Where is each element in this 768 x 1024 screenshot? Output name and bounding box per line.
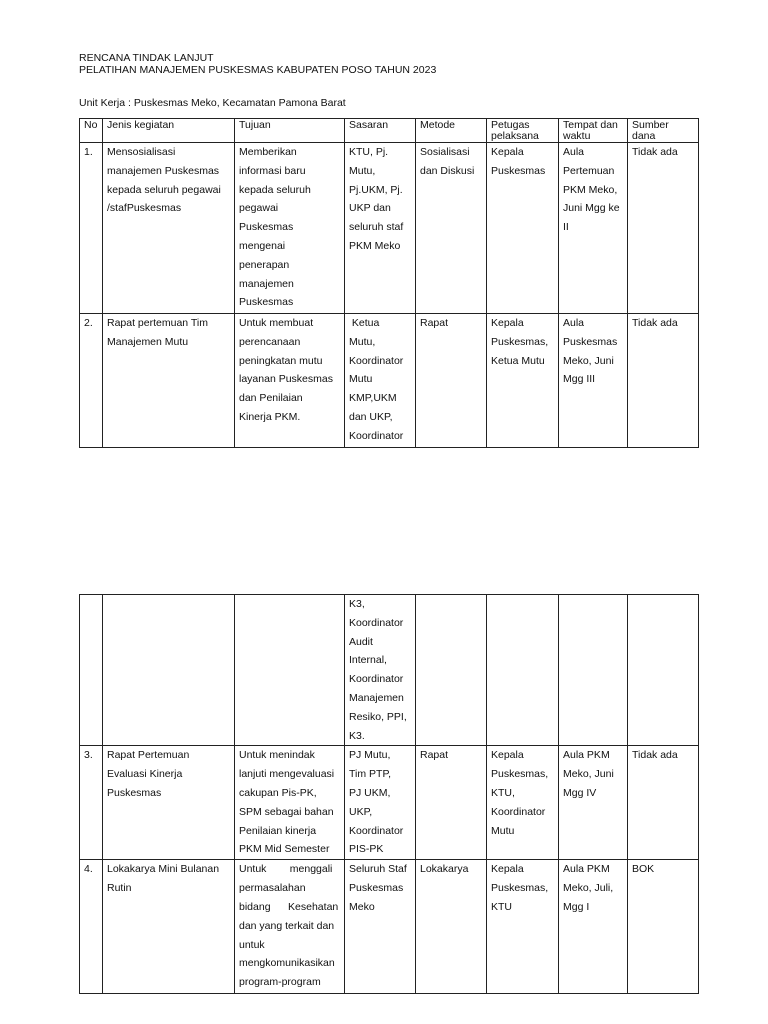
cell-text-line: Untuk membuat	[239, 317, 314, 329]
cell-text-line: KMP,UKM	[349, 392, 397, 405]
header-jenis-kegiatan: Jenis kegiatan	[103, 119, 235, 143]
cell-text-line: Tidak ada	[632, 749, 678, 762]
table-header-row	[80, 119, 699, 143]
cell-tujuan	[235, 860, 345, 994]
cell-text-line: Audit	[349, 635, 373, 648]
header-no: No	[80, 119, 103, 143]
cell-sumber-dana	[628, 595, 699, 746]
cell-text-line: PKM Meko,	[563, 183, 618, 196]
cell-tempat-waktu	[559, 746, 628, 860]
cell-text-line: Mutu,	[349, 335, 376, 348]
cell-text-line: Mgg III	[563, 373, 596, 386]
cell-text-line: manajemen	[239, 277, 294, 290]
cell-text-line: Lokakarya Mini Bulanan	[107, 863, 220, 876]
cell-text-line: UKP,	[349, 805, 373, 818]
cell-text-line: KTU,	[491, 786, 515, 799]
cell-petugas	[487, 860, 559, 994]
cell-text-line: Koordinator	[349, 354, 404, 367]
cell-text-line: Kepala	[491, 863, 524, 876]
cell-text-line: Koordinator	[349, 673, 404, 686]
cell-text-line: Puskesmas	[107, 786, 162, 799]
action-plan-table-page-2	[79, 594, 699, 994]
cell-text-line: PKM Meko	[349, 239, 401, 252]
cell-text-line: penerapan	[239, 258, 290, 271]
cell-text-line: permasalahan	[239, 882, 306, 895]
cell-no	[80, 746, 103, 860]
cell-text-line: Puskesmas	[491, 164, 546, 177]
cell-text-line: Tim PTP,	[349, 768, 392, 781]
action-plan-table-page-1	[79, 118, 699, 448]
cell-text-line: dan UKP,	[349, 410, 393, 423]
cell-sasaran	[345, 595, 416, 746]
cell-jenis-kegiatan	[103, 595, 235, 746]
cell-text-line: manajemen Puskesmas	[107, 164, 220, 177]
cell-metode	[416, 860, 487, 994]
cell-text-line: dan yang terkait dan	[239, 919, 335, 932]
cell-text-line: Ketua	[349, 317, 380, 329]
cell-text-line: Pj.UKM, Pj.	[349, 183, 403, 196]
cell-text-line: Puskesmas,	[491, 882, 549, 895]
cell-text-line: KTU, Pj.	[349, 146, 389, 158]
header-tujuan: Tujuan	[235, 119, 345, 143]
cell-text-line: Manajemen	[349, 691, 404, 704]
cell-text-line: Puskesmas	[239, 296, 294, 309]
cell-text-line: Kinerja PKM.	[239, 410, 301, 423]
cell-text-line: K3.	[349, 729, 365, 742]
cell-tempat-waktu	[559, 143, 628, 314]
cell-text-line: Lokakarya	[420, 863, 469, 876]
cell-text-line: BOK	[632, 863, 655, 876]
cell-text-line: K3,	[349, 598, 365, 610]
cell-text-line: seluruh staf	[349, 221, 404, 234]
cell-text-line: Aula PKM	[563, 749, 610, 762]
cell-jenis-kegiatan	[103, 746, 235, 860]
cell-no	[80, 143, 103, 314]
cell-text-line: Koordinator	[491, 805, 546, 818]
cell-text-line: Rapat	[420, 749, 449, 762]
cell-petugas	[487, 746, 559, 860]
cell-text-line: Koordinator	[349, 824, 404, 837]
cell-text-line: kepada seluruh	[239, 183, 311, 196]
cell-sasaran	[345, 860, 416, 994]
cell-metode	[416, 746, 487, 860]
cell-jenis-kegiatan	[103, 143, 235, 314]
cell-text-line: Mensosialisasi	[107, 146, 176, 158]
cell-text-line: Untuk menggali	[239, 863, 333, 876]
cell-text-line: peningkatan mutu	[239, 354, 323, 367]
cell-text-line: UKP dan	[349, 202, 391, 215]
cell-text-line: Rapat pertemuan Tim	[107, 317, 208, 329]
cell-sumber-dana	[628, 746, 699, 860]
cell-sasaran	[345, 314, 416, 448]
cell-text-line: Rapat Pertemuan	[107, 749, 190, 762]
cell-text-line: Meko, Juni	[563, 768, 614, 781]
cell-text-line: Koordinator	[349, 616, 404, 629]
cell-text-line: Untuk menindak	[239, 749, 315, 762]
cell-text: 2.	[84, 317, 93, 329]
cell-text-line: PKM Mid Semester	[239, 843, 330, 856]
cell-text-line: Puskesmas,	[491, 768, 549, 781]
cell-tujuan	[235, 746, 345, 860]
header-sasaran: Sasaran	[345, 119, 416, 143]
cell-text-line: SPM sebagai bahan	[239, 805, 334, 818]
cell-text-line: Kepala	[491, 749, 524, 762]
cell-text-line: Rapat	[420, 317, 449, 329]
cell-sumber-dana	[628, 860, 699, 994]
cell-text-line: informasi baru	[239, 164, 306, 177]
cell-text-line: II	[563, 221, 569, 234]
cell-sasaran	[345, 746, 416, 860]
table-row	[80, 746, 699, 860]
header-sumber-dana: Sumber dana	[628, 119, 699, 143]
cell-text: 1.	[84, 146, 93, 158]
cell-text-line: dan Penilaian	[239, 392, 303, 405]
cell-sasaran	[345, 143, 416, 314]
cell-metode	[416, 143, 487, 314]
cell-text-line: kepada seluruh pegawai	[107, 183, 221, 196]
cell-text-line: Puskesmas	[563, 335, 618, 348]
cell-sumber-dana	[628, 143, 699, 314]
cell-text-line: /stafPuskesmas	[107, 202, 182, 215]
cell-jenis-kegiatan	[103, 314, 235, 448]
cell-text-line: Internal,	[349, 654, 387, 667]
cell-tujuan	[235, 314, 345, 448]
cell-text-line: Puskesmas	[239, 221, 294, 234]
cell-text-line: Meko, Juli,	[563, 882, 614, 895]
cell-metode	[416, 595, 487, 746]
cell-tujuan	[235, 143, 345, 314]
header-tempat-waktu: Tempat dan waktu	[559, 119, 628, 143]
cell-text-line: PJ UKM,	[349, 786, 391, 799]
cell-text-line: Penilaian kinerja	[239, 824, 317, 837]
cell-text-line: Kepala	[491, 146, 524, 158]
cell-no	[80, 314, 103, 448]
cell-text-line: Aula PKM	[563, 863, 610, 876]
cell-text-line: Mutu,	[349, 164, 376, 177]
cell-text-line: Puskesmas	[349, 882, 404, 895]
cell-text-line: Puskesmas,	[491, 335, 549, 348]
cell-text-line: Aula	[563, 317, 585, 329]
cell-sumber-dana	[628, 314, 699, 448]
cell-text-line: Juni Mgg ke	[563, 202, 620, 215]
cell-text-line: PJ Mutu,	[349, 749, 391, 762]
cell-text-line: cakupan Pis-PK,	[239, 786, 317, 799]
cell-text-line: layanan Puskesmas	[239, 373, 333, 386]
unit-kerja: Unit Kerja : Puskesmas Meko, Kecamatan Pamona Barat	[79, 97, 346, 109]
cell-tujuan	[235, 595, 345, 746]
cell-text-line: Manajemen Mutu	[107, 335, 189, 348]
cell-text-line: Meko	[349, 900, 375, 913]
document-title: RENCANA TINDAK LANJUT	[79, 52, 214, 64]
cell-text-line: Aula	[563, 146, 585, 158]
cell-text-line: Mgg I	[563, 900, 590, 913]
cell-text-line: Tidak ada	[632, 317, 678, 329]
document-subtitle: PELATIHAN MANAJEMEN PUSKESMAS KABUPATEN POSO TAHUN 2023	[79, 64, 437, 76]
cell-no	[80, 595, 103, 746]
cell-text: 3.	[84, 749, 93, 762]
cell-text-line: Mutu	[491, 824, 515, 837]
cell-petugas	[487, 314, 559, 448]
cell-text-line: lanjuti mengevaluasi	[239, 768, 335, 781]
cell-text-line: Ketua Mutu	[491, 354, 545, 367]
header-metode: Metode	[416, 119, 487, 143]
cell-text-line: program-program	[239, 976, 321, 989]
cell-no	[80, 860, 103, 994]
cell-text-line: Evaluasi Kinerja	[107, 768, 183, 781]
cell-text-line: PIS-PK	[349, 843, 384, 856]
cell-tempat-waktu	[559, 860, 628, 994]
table-row	[80, 595, 699, 746]
cell-text-line: Meko, Juni	[563, 354, 614, 367]
cell-text-line: Rutin	[107, 882, 132, 895]
cell-text-line: mengenai	[239, 239, 286, 252]
cell-petugas	[487, 595, 559, 746]
cell-text-line: pegawai	[239, 202, 279, 215]
cell-text-line: Sosialisasi	[420, 146, 470, 158]
cell-tempat-waktu	[559, 314, 628, 448]
table-row	[80, 860, 699, 994]
cell-text-line: perencanaan	[239, 335, 301, 348]
table-row	[80, 314, 699, 448]
cell-text-line: untuk	[239, 938, 265, 951]
cell-text: 4.	[84, 863, 93, 876]
cell-tempat-waktu	[559, 595, 628, 746]
cell-text-line: dan Diskusi	[420, 164, 475, 177]
cell-text-line: Resiko, PPI,	[349, 710, 407, 723]
cell-text-line: Tidak ada	[632, 146, 678, 158]
cell-petugas	[487, 143, 559, 314]
cell-text-line: Mgg IV	[563, 786, 597, 799]
cell-text-line: Kepala	[491, 317, 524, 329]
header-petugas: Petugas pelaksana	[487, 119, 559, 143]
cell-jenis-kegiatan	[103, 860, 235, 994]
cell-text-line: KTU	[491, 900, 512, 913]
cell-text-line: bidang Kesehatan	[239, 900, 339, 913]
cell-text-line: Koordinator	[349, 429, 404, 442]
cell-metode	[416, 314, 487, 448]
cell-text-line: Pertemuan	[563, 164, 615, 177]
table-row	[80, 143, 699, 314]
cell-text-line: Memberikan	[239, 146, 297, 158]
cell-text-line: Mutu	[349, 373, 373, 386]
cell-text-line: mengkomunikasikan	[239, 957, 335, 970]
cell-text-line: Seluruh Staf	[349, 863, 407, 876]
